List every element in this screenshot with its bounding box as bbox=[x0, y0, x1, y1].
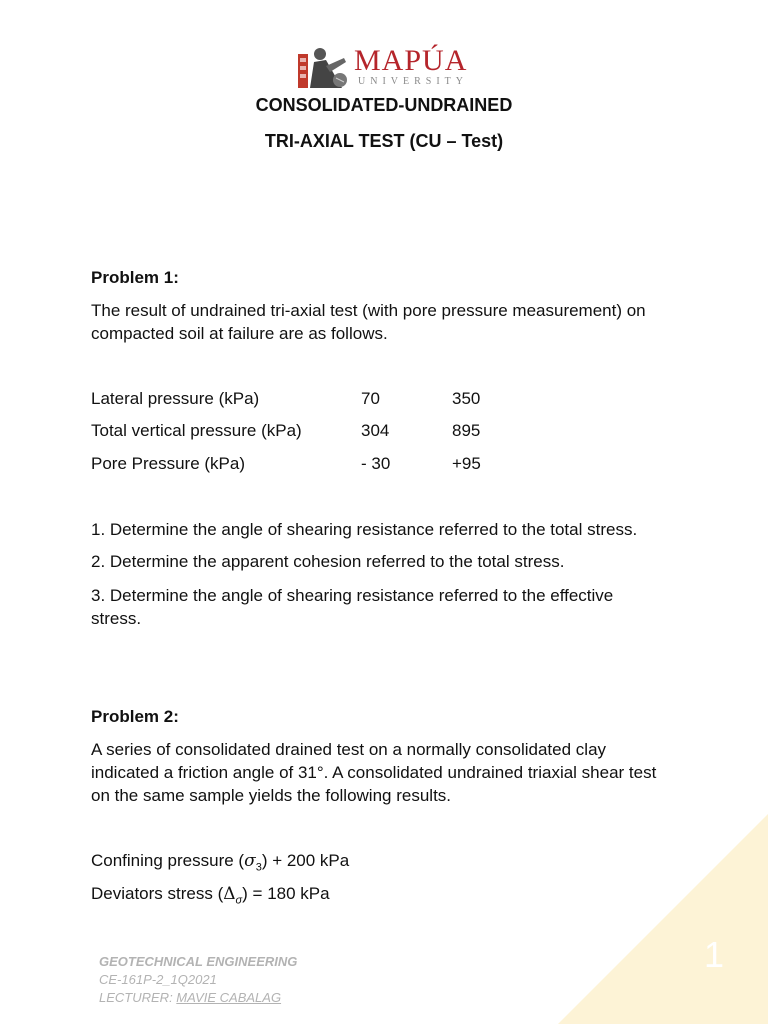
row-value: 895 bbox=[452, 421, 481, 440]
confining-prefix: Confining pressure ( bbox=[91, 851, 245, 870]
deviator-suffix: ) = 180 kPa bbox=[242, 884, 330, 903]
delta-symbol: Δ bbox=[223, 884, 236, 904]
problem2-line1: A series of consolidated drained test on a normally consolidated clay bbox=[91, 740, 607, 759]
sigma-symbol: σ bbox=[244, 851, 256, 871]
footer-lecturer bbox=[99, 989, 281, 1007]
row-value: +95 bbox=[452, 454, 481, 473]
footer-course: GEOTECHNICAL ENGINEERING bbox=[99, 954, 298, 969]
document-title: CONSOLIDATED-UNDRAINED bbox=[255, 95, 513, 115]
lecturer-link[interactable]: MAVIE CABALAG bbox=[176, 990, 282, 1005]
problem1-intro-line2: compacted soil at failure are as follows. bbox=[91, 324, 388, 343]
row-value: - 30 bbox=[361, 454, 391, 473]
lecturer-label: LECTURER: bbox=[99, 990, 177, 1005]
logo-subtitle: UNIVERSITY bbox=[358, 76, 468, 87]
problem1-heading: Problem 1: bbox=[91, 268, 179, 287]
seal-emblem-icon bbox=[296, 44, 352, 90]
problem2-line2: indicated a friction angle of 31°. A consolidated undrained triaxial shear test bbox=[91, 763, 657, 782]
deviator-stress bbox=[91, 882, 330, 912]
deviator-prefix: Deviators stress ( bbox=[91, 884, 224, 903]
corner-decoration bbox=[558, 814, 768, 1024]
problem2-line3: on the same sample yields the following results. bbox=[91, 786, 452, 805]
problem2-heading: Problem 2: bbox=[91, 707, 179, 726]
question-1: 1. Determine the angle of shearing resistance referred to the total stress. bbox=[91, 520, 638, 539]
page-number: 1 bbox=[703, 934, 724, 975]
question-3-line2: stress. bbox=[91, 609, 142, 628]
delta-subscript: σ bbox=[235, 894, 243, 907]
row-label: Pore Pressure (kPa) bbox=[91, 454, 245, 473]
problem1-intro-line1: The result of undrained tri-axial test (with pore pressure measurement) on bbox=[91, 301, 646, 320]
row-label: Total vertical pressure (kPa) bbox=[91, 421, 302, 440]
row-value: 350 bbox=[452, 389, 481, 408]
footer-code: CE-161P-2_1Q2021 bbox=[99, 972, 217, 987]
confining-pressure bbox=[91, 849, 349, 879]
confining-suffix: ) + 200 kPa bbox=[261, 851, 350, 870]
document-subtitle: TRI-AXIAL TEST (CU – Test) bbox=[264, 131, 504, 151]
row-value: 70 bbox=[361, 389, 380, 408]
logo-wordmark: MAPÚA bbox=[354, 44, 468, 77]
sigma-subscript: 3 bbox=[255, 861, 262, 874]
row-value: 304 bbox=[361, 421, 390, 440]
row-label: Lateral pressure (kPa) bbox=[91, 389, 260, 408]
question-2: 2. Determine the apparent cohesion referred to the total stress. bbox=[91, 552, 565, 571]
university-logo bbox=[296, 44, 476, 90]
question-3-line1: 3. Determine the angle of shearing resistance referred to the effective bbox=[91, 586, 614, 605]
